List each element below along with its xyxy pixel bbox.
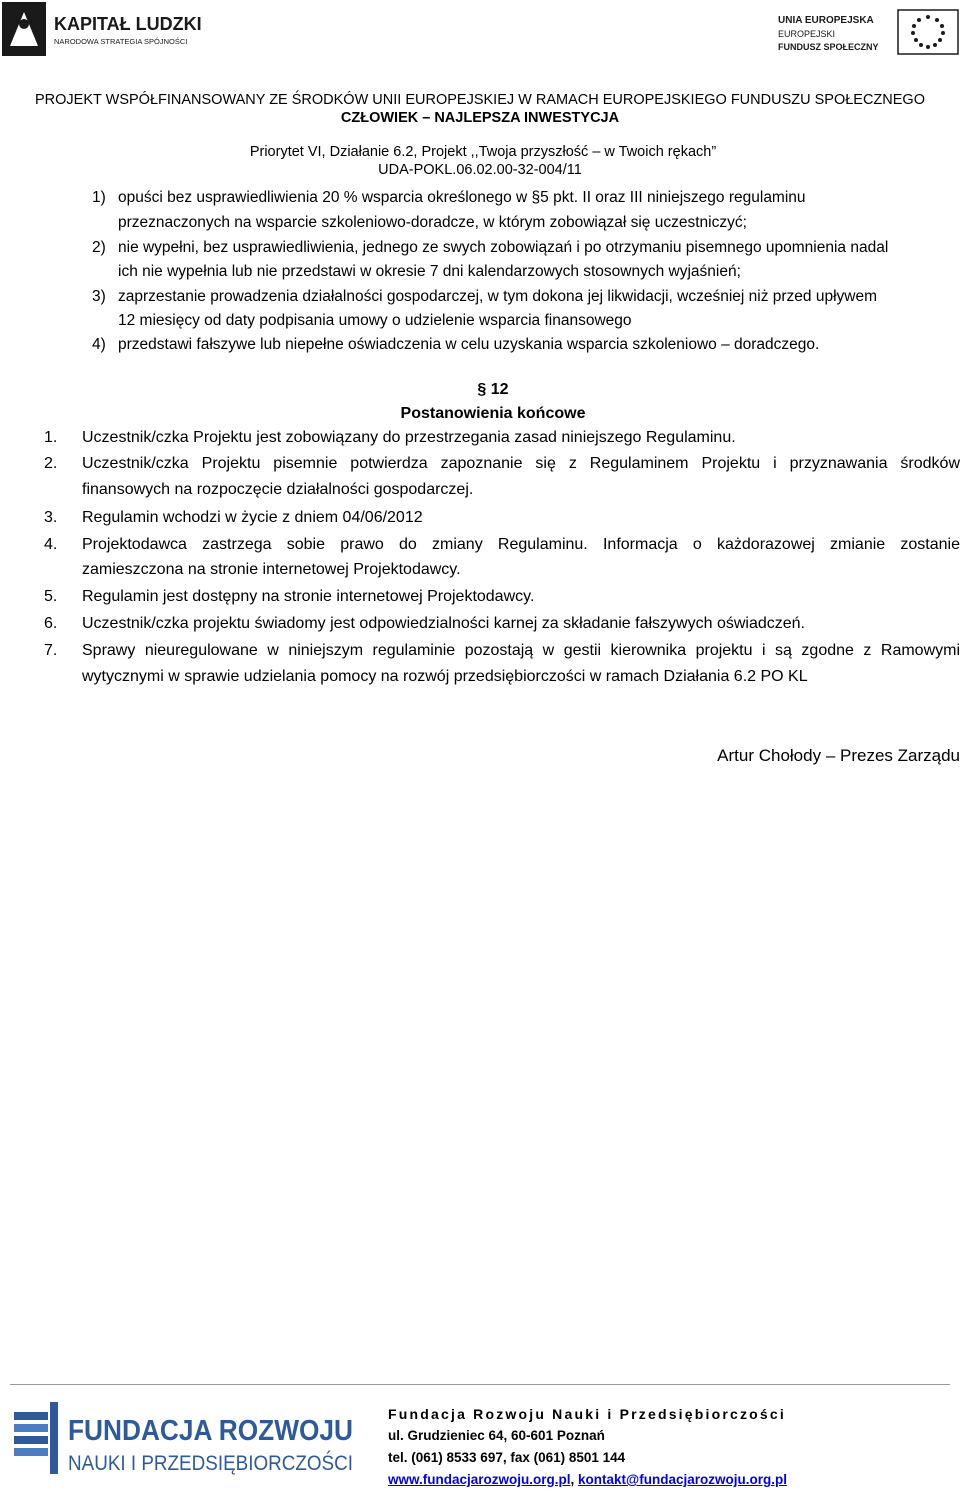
list-item-continuation: zamieszczona na stronie internetowej Projektodawcy. bbox=[82, 561, 461, 578]
list-item-text: opuści bez usprawiedliwienia 20 % wsparcia określonego w §5 pkt. II oraz III niniejszego regulaminu bbox=[118, 189, 806, 206]
list-item-continuation: wytycznymi w sprawie udzielania pomocy na rozwój przedsiębiorczości w ramach Działania 6.2 PO KL bbox=[82, 668, 808, 685]
eu-logo bbox=[775, 6, 960, 58]
fundacja-rozwoju-logo bbox=[12, 1400, 357, 1480]
section-number: § 12 bbox=[477, 381, 509, 398]
header-slogan: CZŁOWIEK – NAJLEPSZA INWESTYCJA bbox=[340, 110, 620, 126]
header-priority: Priorytet VI, Działanie 6.2, Projekt ,,Twoja przyszłość – w Twoich rękach” bbox=[249, 144, 717, 160]
list-item-continuation: przeznaczonych na wsparcie szkoleniowo-doradcze, w którym zobowiązał się uczestniczyć; bbox=[118, 214, 747, 231]
svg-text:NARODOWA STRATEGIA SPÓJNOŚCI: NARODOWA STRATEGIA SPÓJNOŚCI bbox=[54, 37, 188, 46]
svg-text:EUROPEJSKI: EUROPEJSKI bbox=[778, 29, 836, 39]
svg-text:KAPITAŁ LUDZKI: KAPITAŁ LUDZKI bbox=[54, 14, 202, 34]
signature: Artur Chołody – Prezes Zarządu bbox=[717, 746, 960, 765]
list-item-text: przedstawi fałszywe lub niepełne oświadczenia w celu uzyskania wsparcia szkoleniowo – doradczego. bbox=[118, 336, 820, 353]
fundacja-logo-icon bbox=[14, 1402, 58, 1474]
list-item-text: nie wypełni, bez usprawiedliwienia, jednego ze swych zobowiązań i po otrzymaniu pisemnego upomnienia nadal bbox=[118, 239, 889, 256]
list-item-number: 2) bbox=[92, 239, 106, 256]
footer-divider bbox=[10, 1384, 950, 1385]
list-item-continuation: ich nie wypełnia lub nie przedstawi w okresie 7 dni kalendarzowych stosownych wyjaśnień; bbox=[118, 263, 741, 280]
header-project-line: PROJEKT WSPÓŁFINANSOWANY ZE ŚRODKÓW UNII EUROPEJSKIEJ W RAMACH EUROPEJSKIEGO FUNDUSZU SPOŁECZNEGO bbox=[35, 92, 925, 108]
list-item-continuation: 12 miesięcy od daty podpisania umowy o udzielenie wsparcia finansowego bbox=[118, 312, 632, 329]
list-item-text: zaprzestanie prowadzenia działalności gospodarczej, w tym dokona jej likwidacji, wcześniej niż przed upływem bbox=[118, 288, 878, 305]
footer-links: www.fundacjarozwoju.org.pl, kontakt@fundacjarozwoju.org.pl bbox=[388, 1472, 787, 1487]
svg-text:UNIA EUROPEJSKA: UNIA EUROPEJSKA bbox=[778, 15, 874, 26]
list-item-number: 3) bbox=[92, 288, 106, 305]
footer-phone: tel. (061) 8533 697, fax (061) 8501 144 bbox=[388, 1450, 626, 1465]
svg-text:FUNDACJA ROZWOJU: FUNDACJA ROZWOJU bbox=[68, 1415, 353, 1447]
email-link[interactable]: kontakt@fundacjarozwoju.org.pl bbox=[578, 1472, 787, 1487]
section-title: Postanowienia końcowe bbox=[400, 405, 586, 422]
list-item-number: 4) bbox=[92, 336, 106, 353]
svg-text:FUNDUSZ SPOŁECZNY: FUNDUSZ SPOŁECZNY bbox=[778, 42, 879, 52]
website-link[interactable]: www.fundacjarozwoju.org.pl bbox=[388, 1472, 571, 1487]
svg-text:NAUKI I PRZEDSIĘBIORCZOŚCI: NAUKI I PRZEDSIĘBIORCZOŚCI bbox=[68, 1452, 357, 1475]
footer-address: ul. Grudzieniec 64, 60-601 Poznań bbox=[388, 1428, 605, 1443]
kapital-ludzki-logo bbox=[2, 2, 202, 58]
list-item-number: 1) bbox=[92, 189, 106, 206]
header-project-code: UDA-POKL.06.02.00-32-004/11 bbox=[378, 162, 582, 178]
list-item-continuation: finansowych na rozpoczęcie działalności gospodarczej. bbox=[82, 481, 474, 498]
footer-org-name: Fundacja Rozwoju Nauki i Przedsiębiorczości bbox=[388, 1406, 786, 1422]
